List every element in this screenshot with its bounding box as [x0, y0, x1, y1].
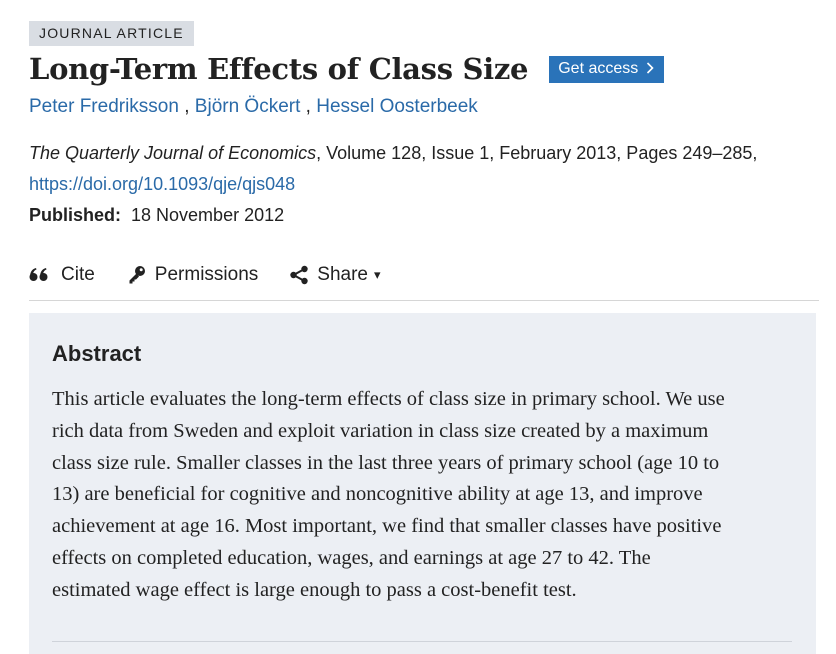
key-icon: [128, 265, 146, 285]
abstract-text: [52, 384, 792, 607]
published-date: 18 November 2012: [131, 205, 285, 225]
abstract-line: This article evaluates the long-term effects of class size in primary school. We use: [52, 388, 725, 410]
abstract-line: class size rule. Smaller classes in the last three years of primary school (age 10 to: [52, 451, 720, 474]
article-toolbar: [29, 264, 381, 286]
abstract-line: effects on completed education, wages, and earnings at age 27 to 42. The: [52, 546, 651, 569]
caret-down-icon: ▾: [373, 267, 381, 282]
article-title: Long-Term Effects of Class Size: [29, 52, 529, 86]
doi-link[interactable]: https://doi.org/10.1093/qje/qjs048: [29, 174, 296, 194]
abstract-line: rich data from Sweden and exploit variation in class size created by a maximum: [52, 419, 709, 442]
abstract-divider: [52, 641, 792, 642]
permissions-button[interactable]: [128, 264, 258, 286]
author-separator: ,: [305, 96, 311, 117]
get-access-button[interactable]: [549, 56, 664, 83]
author-list: [29, 96, 478, 118]
cite-button[interactable]: [29, 264, 95, 286]
abstract-line: estimated wage effect is large enough to pass a cost-benefit test.: [52, 578, 577, 601]
cite-label: Cite: [61, 264, 95, 285]
quote-icon: [29, 267, 49, 283]
author-link[interactable]: Peter Fredriksson: [29, 96, 179, 117]
citation-line: [29, 143, 757, 164]
share-label: Share: [317, 264, 368, 285]
published-label: Published:: [29, 205, 122, 225]
get-access-label: Get access: [558, 60, 639, 77]
toolbar-divider: [29, 300, 819, 301]
abstract-heading: Abstract: [52, 341, 142, 366]
share-dropdown[interactable]: [289, 264, 380, 286]
article-type-badge: JOURNAL ARTICLE: [29, 21, 194, 46]
chevron-right-icon: [646, 62, 654, 77]
abstract-line: achievement at age 16. Most important, we find that smaller classes have positive: [52, 515, 722, 538]
author-separator: ,: [184, 96, 190, 117]
author-link[interactable]: Björn Öckert: [194, 96, 301, 117]
journal-name: The Quarterly Journal of Economics: [29, 143, 317, 163]
abstract-line: 13) are beneficial for cognitive and noncognitive ability at age 13, and improve: [52, 483, 703, 506]
published-date-line: [29, 205, 284, 226]
abstract-section: [29, 313, 816, 654]
permissions-label: Permissions: [154, 264, 259, 285]
title-row: [29, 52, 664, 86]
share-icon: [289, 265, 309, 285]
citation-details: , Volume 128, Issue 1, February 2013, Pages 249–285,: [316, 143, 758, 163]
author-link[interactable]: Hessel Oosterbeek: [316, 96, 478, 117]
